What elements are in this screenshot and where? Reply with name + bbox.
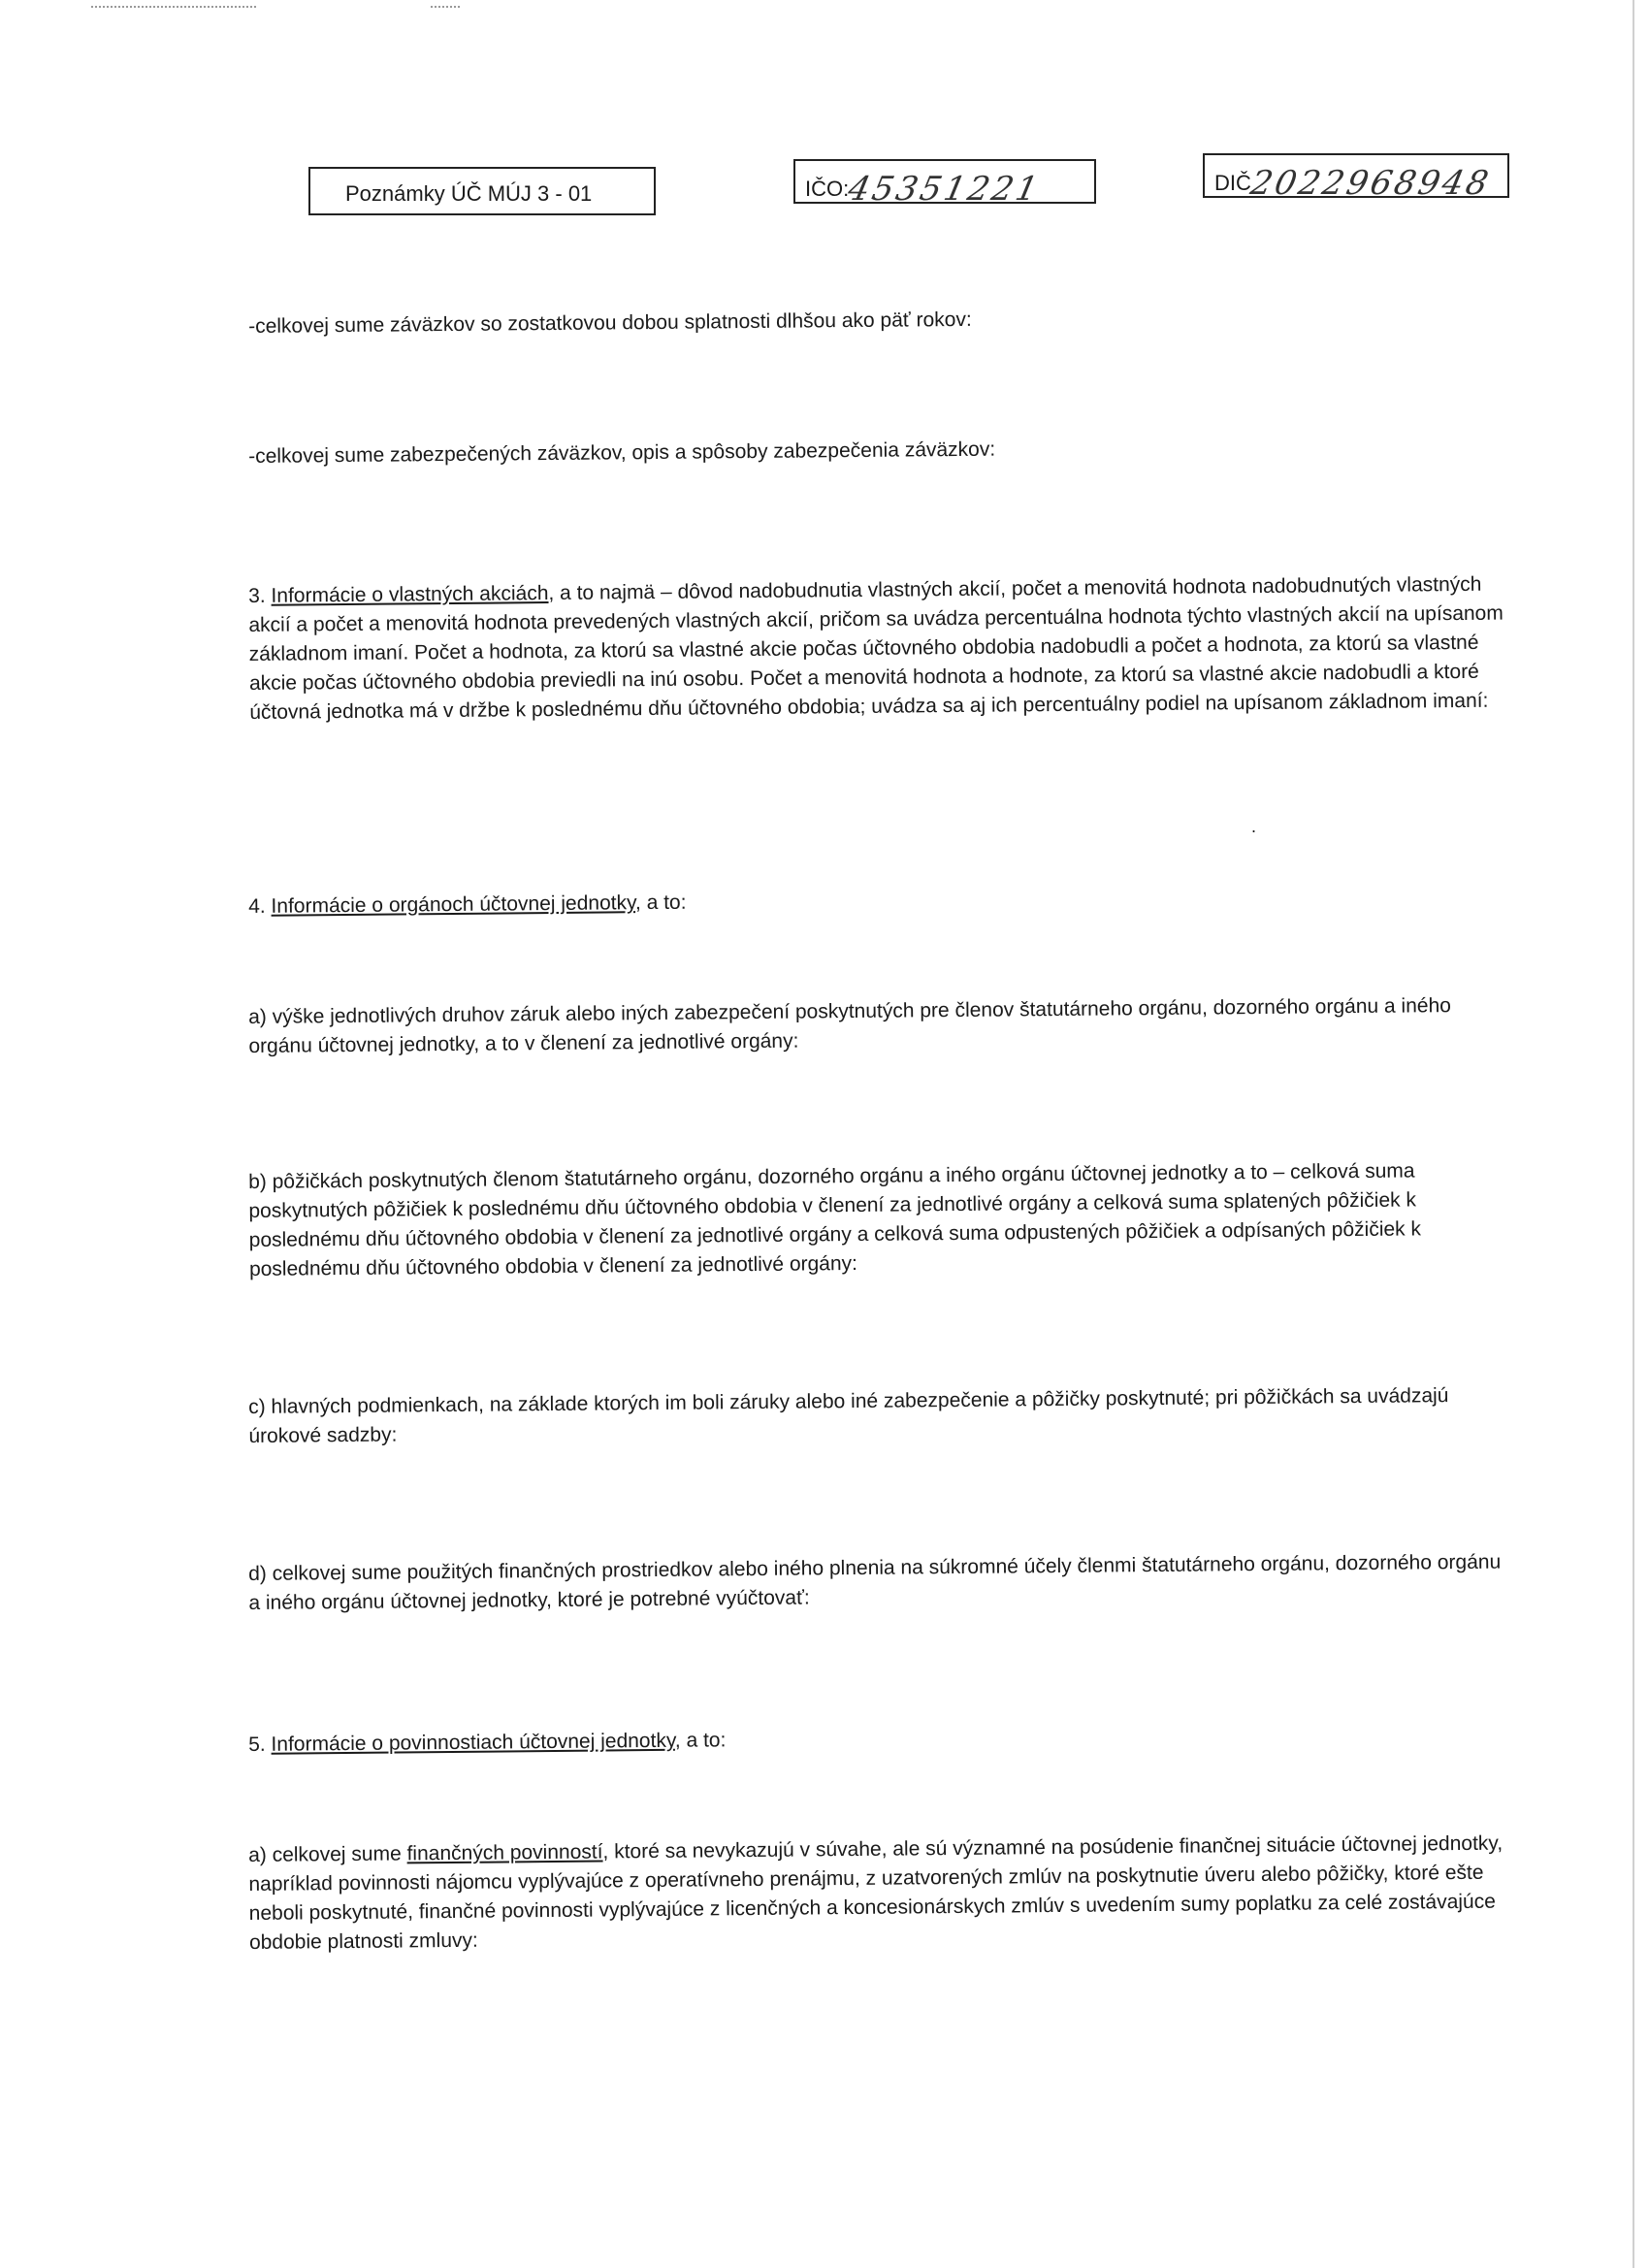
- dic-handwritten-value: 2022968948: [1246, 164, 1495, 203]
- section-4-suffix: , a to:: [634, 891, 687, 915]
- dic-box: [1203, 153, 1509, 203]
- section-4b: b) pôžičkách poskytnutých členom štatutárneho orgánu, dozorného orgánu a iného orgánu účtovnej jednotky a to – celková suma poskytnutých pôžičiek k poslednému dňu účtovného obdobia v členení za jednotlivé orgány a celková suma splatených pôžičiek k poslednému dňu účtovného obdobia v členení za jednotlivé orgány a celková suma odpustených pôžičiek a odpísaných pôžičiek k poslednému dňu účtovného obdobia v členení za jednotlivé orgány:: [248, 1159, 1422, 1280]
- section-4-heading: [248, 881, 1509, 922]
- ico-box: [793, 159, 1096, 209]
- notes-form-label: Poznámky ÚČ MÚJ 3 - 01: [345, 181, 593, 207]
- section-5-number: 5.: [248, 1733, 266, 1756]
- section-3-text: , a to najmä – dôvod nadobudnutia vlastných akcií, počet a menovitá hodnota nadobudnutých vlastných akcií a počet a menovitá hodnota prevedených vlastných akcií, pričom sa uvádza percentuálna hodnota týchto vlastných akcií na upísanom základnom imaní. Počet a hodnota, za ktorú sa vlastné akcie počas účtovného obdobia nadobudli a počet a hodnota, za ktorú sa vlastné akcie počas účtovného obdobia previedli na inú osobu. Počet a menovitá hodnota a hodnote, za ktorú sa vlastné akcie nadobudli a ktoré účtovná jednotka má v držbe k poslednému dňu účtovného obdobia; uvádza sa aj ich percentuálny podiel na upísanom základnom imaní:: [248, 572, 1504, 724]
- stray-mark: .: [1251, 817, 1257, 836]
- notes-form-box: [308, 167, 656, 215]
- scan-artifact: [431, 6, 460, 8]
- section-4a: a) výške jednotlivých druhov záruk alebo iných zabezpečení poskytnutých pre členov štatutárneho orgánu, dozorného orgánu a iného orgánu účtovnej jednotky, a to v členení za jednotlivé orgány:: [248, 994, 1451, 1057]
- dic-label: DIČ: [1214, 171, 1251, 195]
- section-5a-link: finančných povinností: [406, 1840, 603, 1865]
- section-4-title: Informácie o orgánoch účtovnej jednotky: [271, 891, 636, 918]
- section-5a: [248, 1830, 1510, 1958]
- liabilities-long-term-item: -celkovej sume záväzkov so zostatkovou dobou splatnosti dlhšou ako päť rokov:: [248, 308, 972, 338]
- section-4-number: 4.: [248, 894, 266, 918]
- section-3-number: 3.: [248, 584, 266, 607]
- ico-handwritten-value: 45351221: [844, 170, 1045, 209]
- ico-label: IČO:: [805, 177, 850, 201]
- scan-artifact: [91, 6, 256, 8]
- section-5a-text: , ktoré sa nevykazujú v súvahe, ale sú významné na posúdenie finančnej situácie účtovnej jednotky, napríklad povinnosti nájomcu vyplývajúce z operatívneho prenájmu, z uzatvorených zmlúv na poskytnutie úveru alebo pôžičky, ktoré ešte neboli poskytnuté, finančné povinnosti vyplývajúce z licenčných a koncesionárskych zmlúv s uvedením sumy poplatku za celé zostávajúce obdobie platnosti zmluvy:: [248, 1831, 1504, 1954]
- section-5-heading: [248, 1719, 1509, 1760]
- section-5-title: Informácie o povinnostiach účtovnej jednotky: [271, 1729, 675, 1756]
- section-4d: d) celkovej sume použitých finančných prostriedkov alebo iného plnenia na súkromné účely členmi štatutárneho orgánu, dozorného orgánu a iného orgánu účtovnej jednotky, ktoré je potrebné vyúčtovať:: [248, 1550, 1502, 1614]
- section-3-title: Informácie o vlastných akciách: [271, 582, 549, 607]
- liabilities-secured-item: -celkovej sume zabezpečených záväzkov, opis a spôsoby zabezpečenia záväzkov:: [248, 437, 996, 468]
- section-5a-prefix: a) celkovej sume: [248, 1842, 407, 1866]
- scan-edge: [1633, 0, 1634, 2268]
- section-3-paragraph: [248, 570, 1510, 728]
- section-4c: c) hlavných podmienkach, na základe ktorých im boli záruky alebo iné zabezpečenie a pôžičky poskytnuté; pri pôžičkách sa uvádzajú úrokové sadzby:: [248, 1384, 1449, 1447]
- section-5-suffix: , a to:: [674, 1729, 727, 1752]
